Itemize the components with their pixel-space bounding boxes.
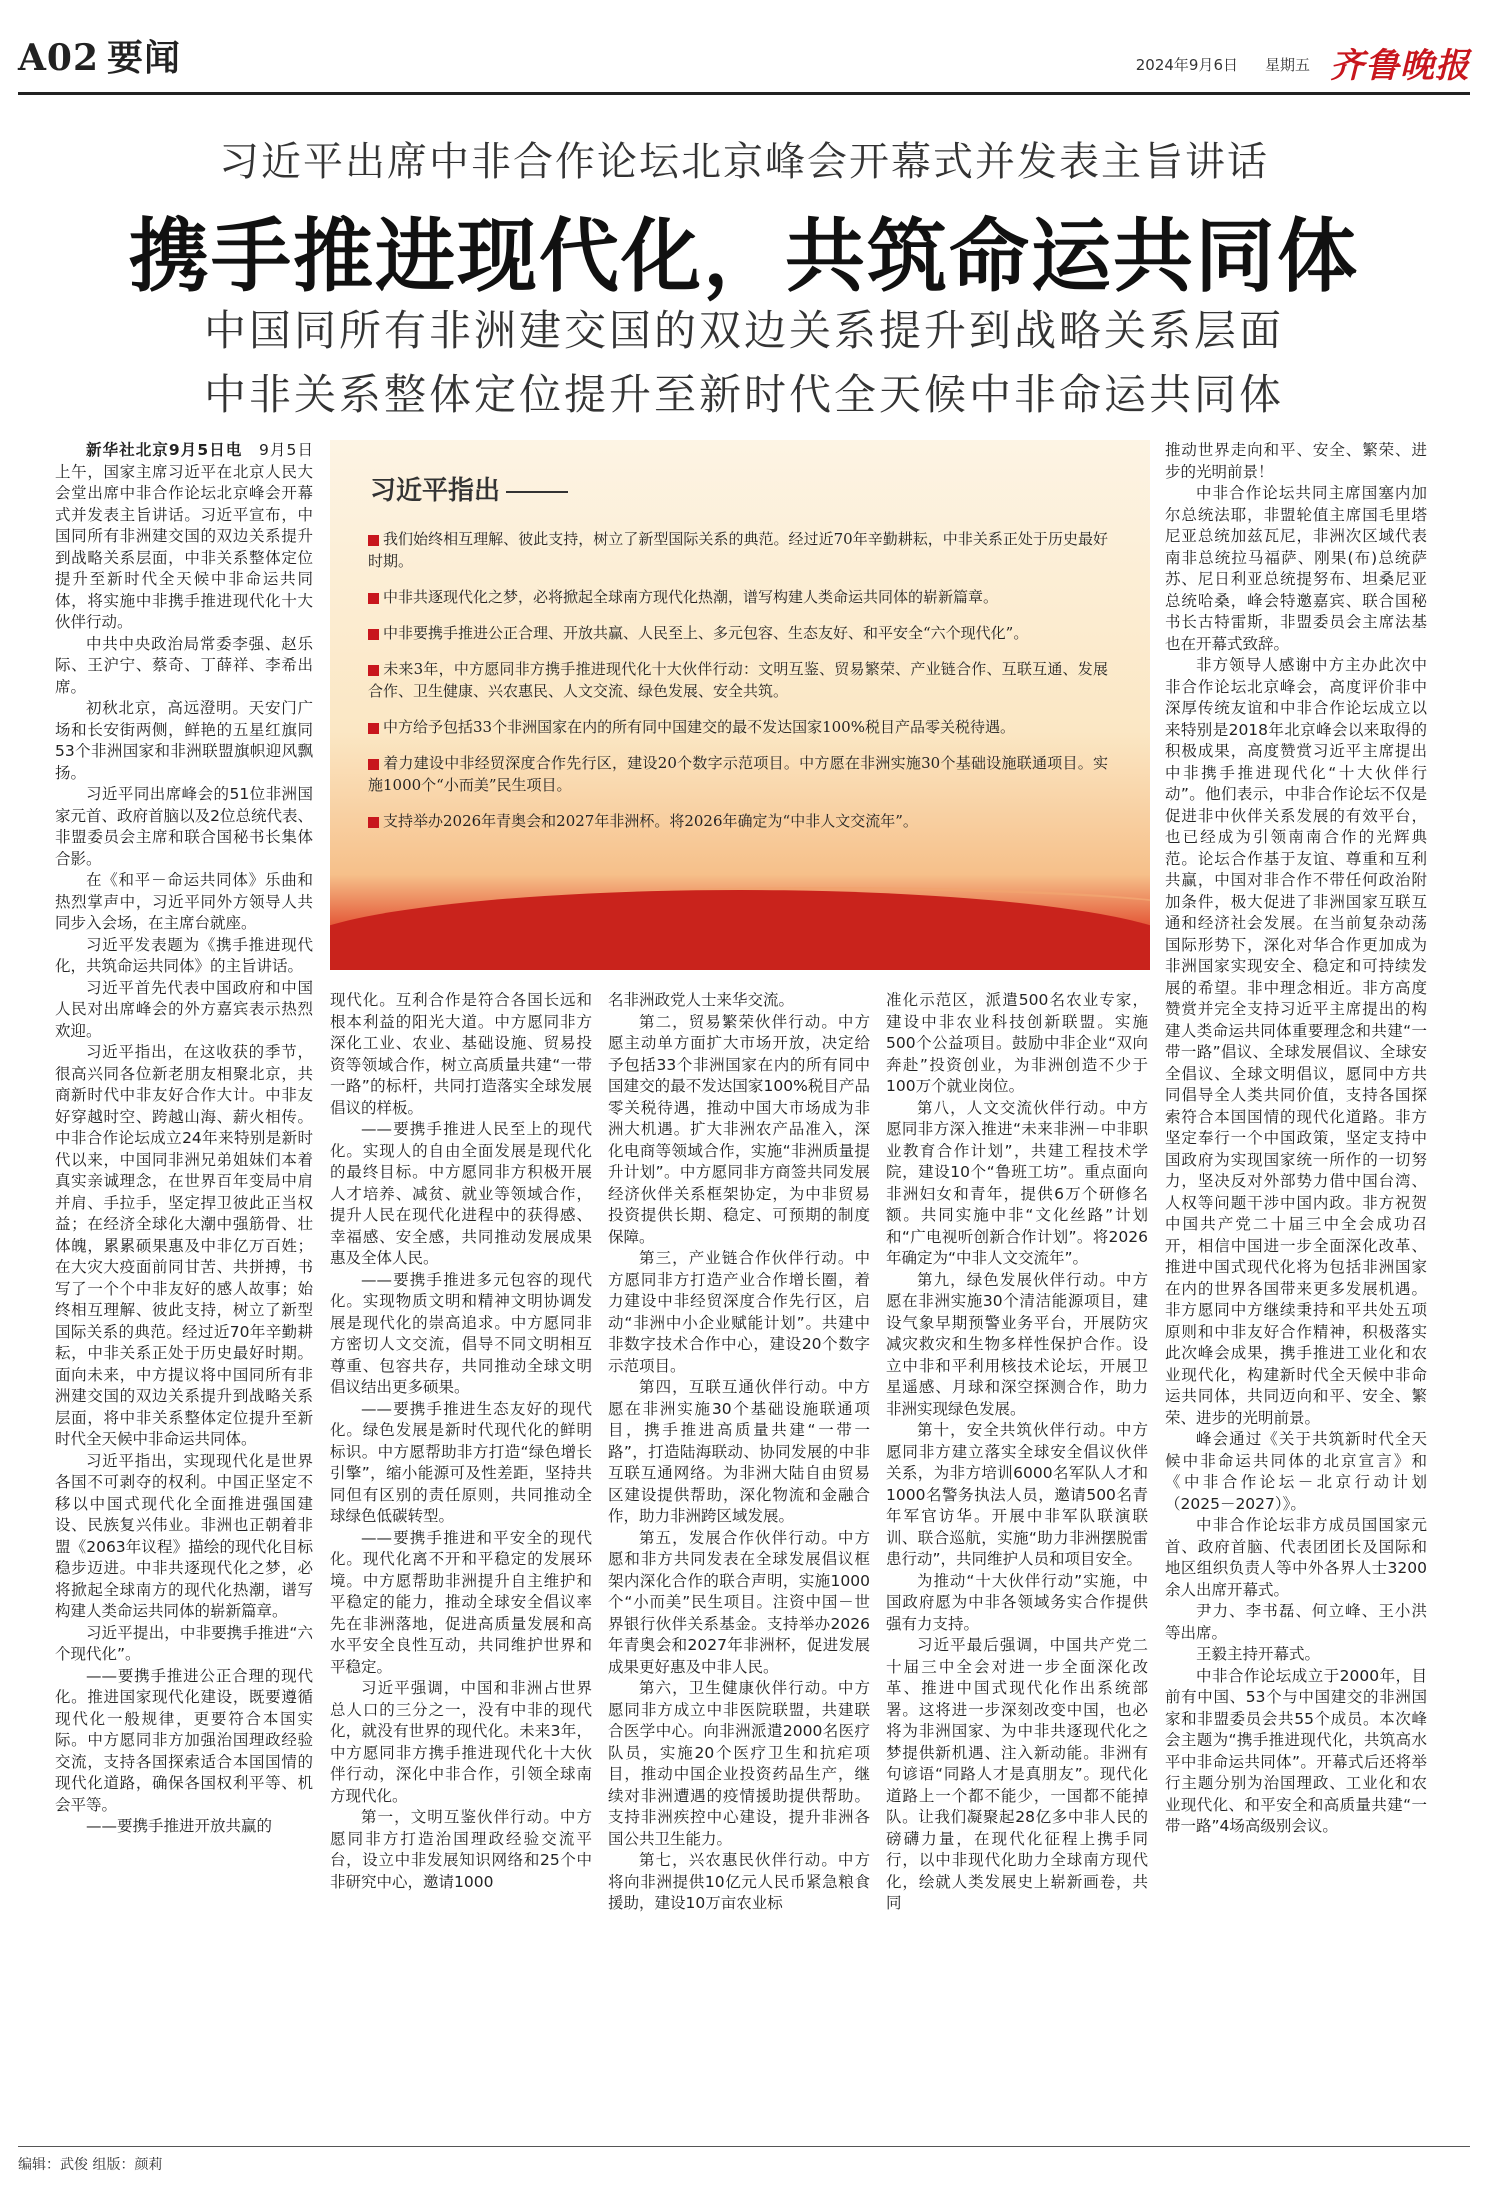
red-square-bullet-icon — [368, 759, 379, 770]
paragraph: 准化示范区，派遣500名农业专家，建设中非农业科技创新联盟。实施500个公益项目。鼓励中非企业“双向奔赴”投资创业，为非洲创造不少于100万个就业岗位。 — [886, 991, 1148, 1095]
paragraph: 第四，互联互通伙伴行动。中方愿在非洲实施30个基础设施联通项目，携手推进高质量共建“一带一路”，打造陆海联动、协同发展的中非互联互通网络。为非洲大陆自由贸易区建设提供帮助，深化物流和金融合作，助力非洲跨区域发展。 — [608, 1378, 870, 1525]
quote-item: 未来3年，中方愿同非方携手推进现代化十大伙伴行动：文明互鉴、贸易繁荣、产业链合作、互联互通、发展合作、卫生健康、兴农惠民、人文交流、绿色发展、安全共筑。 — [368, 660, 1108, 700]
page-header — [18, 24, 1470, 88]
red-square-bullet-icon — [368, 665, 379, 676]
paragraph: 习近平最后强调，中国共产党二十届三中全会对进一步全面深化改革、推进中国式现代化作出系统部署。这将进一步深刻改变中国，也必将为非洲国家、为中非共逐现代化之梦提供新机遇、注入新动能。非洲有句谚语“同路人才是真朋友”。现代化道路上一个都不能少，一国都不能掉队。让我们凝聚起28亿多中非人民的磅礴力量，在现代化征程上携手同行，以中非现代化助力全球南方现代化，绘就人类发展史上崭新画卷，共同 — [886, 1636, 1148, 1912]
paragraph: 第三，产业链合作伙伴行动。中方愿同非方打造产业合作增长圈，着力建设中非经贸深度合作先行区，启动“非洲中小企业赋能计划”。共建中非数字技术合作中心，建设20个数字示范项目。 — [608, 1249, 870, 1375]
paragraph: ——要携手推进人民至上的现代化。实现人的自由全面发展是现代化的最终目标。中方愿同非方积极开展人才培养、减贫、就业等领域合作，提升人民在现代化进程中的获得感、幸福感、安全感，共同推动发展成果惠及全体人民。 — [330, 1120, 592, 1267]
paragraph: 中共中央政治局常委李强、赵乐际、王沪宁、蔡奇、丁薛祥、李希出席。 — [55, 634, 313, 696]
quote-item: 中非共逐现代化之梦，必将掀起全球南方现代化热潮，谱写构建人类命运共同体的崭新篇章。 — [368, 586, 1108, 608]
paragraph: ——要携手推进开放共赢的 — [86, 1817, 273, 1835]
text-column-2 — [330, 990, 592, 1893]
paragraph: 推动世界走向和平、安全、繁荣、进步的光明前景！ — [1165, 441, 1427, 481]
page-number: A02 要闻 — [18, 37, 182, 79]
paragraph: 为推动“十大伙伴行动”实施，中国政府愿为中非各领域务实合作提供强有力支持。 — [886, 1571, 1148, 1633]
paragraph: 习近平指出，在这收获的季节，很高兴同各位新老朋友相聚北京，共商新时代中非友好合作大计。中非友好穿越时空、跨越山海、薪火相传。中非合作论坛成立24年来特别是新时代以来，中国同非洲兄弟姐妹们本着真实亲诚理念，在世界百年变局中肩并肩、手拉手，坚定捍卫彼此正当权益；在经济全球化大潮中强筋骨、壮体魄，累累硕果惠及中非亿万百姓；在大灾大疫面前同甘苦、共拼搏，书写了一个个中非友好的感人故事；始终相互理解、彼此支持，树立了新型国际关系的典范。经过近70年辛勤耕耘，中非关系正处于历史最好时期。面向未来，中方提议将中国同所有非洲建交国的双边关系提升到战略关系层面，将中非关系整体定位提升至新时代全天候中非命运共同体。 — [55, 1043, 313, 1448]
paragraph: 习近平强调，中国和非洲占世界总人口的三分之一，没有中非的现代化，就没有世界的现代化。未来3年，中方愿同非方携手推进现代化十大伙伴行动，深化中非合作，引领全球南方现代化。 — [330, 1679, 592, 1805]
text-column-1 — [55, 440, 313, 1838]
paragraph: 习近平首先代表中国政府和中国人民对出席峰会的外方嘉宾表示热烈欢迎。 — [55, 978, 313, 1040]
paragraph: 第十，安全共筑伙伴行动。中方愿同非方建立落实全球安全倡议伙伴关系，为非方培训6000名军队人才和1000名警务执法人员，邀请500名青年军官访华。开展中非军队联演联训、联合巡航，实施“助力非洲摆脱雷患行动”，共同维护人员和项目安全。 — [886, 1421, 1148, 1568]
red-square-bullet-icon — [368, 723, 379, 734]
lead-paragraph: 新华社北京9月5日电 9月5日上午，国家主席习近平在北京人民大会堂出席中非合作论坛北京峰会开幕式并发表主旨讲话。习近平宣布，中国同所有非洲建交国的双边关系提升到战略关系层面，中非关系整体定位提升至新时代全天候中非命运共同体，将实施中非携手推进现代化十大伙伴行动。 — [55, 441, 313, 631]
paragraph: 中非合作论坛非方成员国国家元首、政府首脑、代表团团长及国际和地区组织负责人等中外各界人士3200余人出席开幕式。 — [1165, 1516, 1427, 1599]
issue-date: 2024年9月6日 — [1135, 56, 1238, 74]
quote-item: 着力建设中非经贸深度合作先行区，建设20个数字示范项目。中方愿在非洲实施30个基础设施联通项目。实施1000个“小而美”民生项目。 — [368, 754, 1108, 794]
newspaper-logo: 齐鲁晚报 — [1330, 46, 1470, 86]
red-square-bullet-icon — [368, 629, 379, 640]
text-column-5 — [1165, 440, 1427, 1838]
paragraph: ——要携手推进和平安全的现代化。现代化离不开和平稳定的发展环境。中方愿帮助非洲提升自主维护和平稳定的能力，推动全球安全倡议率先在非洲落地，促进高质量发展和高水平安全良性互动，共同维护世界和平稳定。 — [330, 1528, 592, 1676]
paragraph: 习近平提出，中非要携手推进“六个现代化”。 — [55, 1623, 313, 1663]
paragraph: 现代化。互利合作是符合各国长远和根本利益的阳光大道。中方愿同非方深化工业、农业、基础设施、贸易投资等领域合作，树立高质量共建“一带一路”的标杆，共同打造落实全球发展倡议的样板。 — [330, 991, 592, 1117]
quote-box — [330, 440, 1150, 970]
text-column-4 — [886, 990, 1148, 1915]
paragraph: 第五，发展合作伙伴行动。中方愿和非方共同发表在全球发展倡议框架内深化合作的联合声明，实施1000个“小而美”民生项目。注资中国－世界银行伙伴关系基金。支持举办2026年青奥会和2027年非洲杯，促进发展成果更好惠及中非人民。 — [608, 1528, 870, 1676]
paragraph: 峰会通过《关于共筑新时代全天候中非命运共同体的北京宣言》和《中非合作论坛－北京行动计划（2025－2027）》。 — [1165, 1430, 1427, 1513]
paragraph: 中非合作论坛共同主席国塞内加尔总统法耶，非盟轮值主席国毛里塔尼亚总统加兹瓦尼，非洲次区域代表南非总统拉马福萨、刚果(布)总统萨苏、尼日利亚总统提努布、坦桑尼亚总统哈桑，峰会特邀嘉宾、联合国秘书长古特雷斯，非盟委员会主席法基也在开幕式致辞。 — [1165, 484, 1427, 653]
paragraph: 在《和平－命运共同体》乐曲和热烈掌声中，习近平同外方领导人共同步入会场，在主席台就座。 — [55, 871, 313, 932]
paragraph: 第二，贸易繁荣伙伴行动。中方愿主动单方面扩大市场开放，决定给予包括33个非洲国家在内的所有同中国建交的最不发达国家100%税目产品零关税待遇，推动中国大市场成为非洲大机遇。扩大非洲农产品准入，深化电商等领域合作，实施“非洲质量提升计划”。中方愿同非方商签共同发展经济伙伴关系框架协定，为中非贸易投资提供长期、稳定、可预期的制度保障。 — [608, 1012, 870, 1246]
quote-list — [368, 528, 1108, 846]
paragraph: 第六，卫生健康伙伴行动。中方愿同非方成立中非医院联盟，共建联合医学中心。向非洲派遣2000名医疗队员，实施20个医疗卫生和抗疟项目，推动中国企业投资药品生产，继续对非洲遭遇的疫情援助提供帮助。支持非洲疾控中心建设，提升非洲各国公共卫生能力。 — [608, 1679, 870, 1848]
article-subtitle-1: 中国同所有非洲建交国的双边关系提升到战略关系层面 — [203, 306, 1284, 355]
article-kicker: 习近平出席中非合作论坛北京峰会开幕式并发表主旨讲话 — [219, 139, 1269, 185]
paragraph: 名非洲政党人士来华交流。 — [608, 991, 795, 1009]
red-square-bullet-icon — [368, 535, 379, 546]
quote-box-title: 习近平指出 — [370, 470, 568, 507]
paragraph: 非方领导人感谢中方主办此次中非合作论坛北京峰会，高度评价非中深厚传统友谊和中非合作论坛成立以来特别是2018年北京峰会以来取得的积极成果，高度赞赏习近平主席提出中非携手推进现代化“十大伙伴行动”。他们表示，中非合作论坛不仅是促进非中伙伴关系发展的有效平台，也已经成为引领南南合作的光辉典范。论坛合作基于友谊、尊重和互利共赢，中国对非合作不带任何政治附加条件，极大促进了非洲国家互联互通和经济社会发展。在当前复杂动荡国际形势下，深化对华合作更加成为非洲国家实现安全、稳定和可持续发展的希望。非中理念相近。非方高度赞赏并完全支持习近平主席提出的构建人类命运共同体重要理念和共建“一带一路”倡议、全球发展倡议、全球安全倡议、全球文明倡议，愿同中方共同倡导全人类共同价值，支持各国探索符合本国国情的现代化道路。非方坚定奉行一个中国政策，坚定支持中国政府为实现国家统一所作的一切努力，坚决反对外部势力借中国台湾、人权等问题干涉中国内政。非方祝贺中国共产党二十届三中全会成功召开，相信中国进一步全面深化改革、推进中国式现代化将为包括非洲国家在内的世界各国带来更多发展机遇。非方愿同中方继续秉持和平共处五项原则和中非友好合作精神，积极落实此次峰会成果，携手推进工业化和农业现代化，构建新时代全天候中非命运共同体，共同迈向和平、安全、繁荣、进步的光明前景。 — [1165, 656, 1427, 1427]
paragraph: 王毅主持开幕式。 — [1196, 1645, 1321, 1663]
paragraph: 第九，绿色发展伙伴行动。中方愿在非洲实施30个清洁能源项目，建设气象早期预警业务平台，开展防灾减灾救灾和生物多样性保护合作。设立中非和平利用核技术论坛，开展卫星遥感、月球和深空探测合作，助力非洲实现绿色发展。 — [886, 1270, 1148, 1418]
editor-credits: 编辑：武俊 组版：颜莉 — [18, 2157, 163, 2173]
red-square-bullet-icon — [368, 593, 379, 604]
section-name: 要闻 — [107, 37, 182, 79]
quote-item: 我们始终相互理解、彼此支持，树立了新型国际关系的典范。经过近70年辛勤耕耘，中非关系正处于历史最好时期。 — [368, 530, 1108, 570]
footer-rule — [18, 2146, 1470, 2147]
header-rule — [18, 92, 1470, 95]
issue-weekday: 星期五 — [1264, 56, 1310, 74]
paragraph: 尹力、李书磊、何立峰、王小洪等出席。 — [1165, 1602, 1427, 1642]
paragraph: ——要携手推进多元包容的现代化。实现物质文明和精神文明协调发展是现代化的崇高追求。中方愿同非方密切人文交流，倡导不同文明相互尊重、包容共存，共同推动全球文明倡议结出更多硕果。 — [330, 1270, 592, 1396]
paragraph: 第一，文明互鉴伙伴行动。中方愿同非方打造治国理政经验交流平台，设立中非发展知识网络和25个中非研究中心，邀请1000 — [330, 1808, 592, 1891]
red-square-bullet-icon — [368, 817, 379, 828]
paragraph: 第七，兴农惠民伙伴行动。中方将向非洲提供10亿元人民币紧急粮食援助，建设10万亩农业标 — [608, 1851, 870, 1912]
dateline: 新华社北京9月5日电 — [86, 441, 243, 459]
paragraph: 习近平发表题为《携手推进现代化，共筑命运共同体》的主旨讲话。 — [55, 935, 313, 975]
paragraph: 习近平同出席峰会的51位非洲国家元首、政府首脑以及2位总统代表、非盟委员会主席和联合国秘书长集体合影。 — [55, 785, 313, 868]
paragraph: ——要携手推进生态友好的现代化。绿色发展是新时代现代化的鲜明标识。中方愿帮助非方打造“绿色增长引擎”，缩小能源可及性差距，坚持共同但有区别的责任原则，共同推动全球绿色低碳转型。 — [330, 1399, 592, 1525]
text-column-3 — [608, 990, 870, 1915]
quote-item: 支持举办2026年青奥会和2027年非洲杯。将2026年确定为“中非人文交流年”。 — [368, 810, 1108, 832]
paragraph: 习近平指出，实现现代化是世界各国不可剥夺的权利。中国正坚定不移以中国式现代化全面推进强国建设、民族复兴伟业。非洲也正朝着非盟《2063年议程》描绘的现代化目标稳步迈进。中非共逐现代化之梦，必将掀起全球南方的现代化热潮，谱写构建人类命运共同体的崭新篇章。 — [55, 1451, 313, 1620]
paragraph: 第八，人文交流伙伴行动。中方愿同非方深入推进“未来非洲－中非职业教育合作计划”，共建工程技术学院，建设10个“鲁班工坊”。重点面向非洲妇女和青年，提供6万个研修名额。共同实施中非“文化丝路”计划和“广电视听创新合作计划”。将2026年确定为“中非人文交流年”。 — [886, 1098, 1148, 1267]
paragraph: ——要携手推进公正合理的现代化。推进国家现代化建设，既要遵循现代化一般规律，更要符合本国实际。中方愿同非方加强治国理政经验交流，支持各国探索适合本国国情的现代化道路，确保各国权利平等、机会平等。 — [55, 1666, 313, 1814]
article-subtitle-2: 中非关系整体定位提升至新时代全天候中非命运共同体 — [203, 370, 1284, 419]
paragraph: 初秋北京，高远澄明。天安门广场和长安街两侧，鲜艳的五星红旗同53个非洲国家和非洲联盟旗帜迎风飘扬。 — [55, 699, 313, 782]
article-headline: 携手推进现代化，共筑命运共同体 — [129, 209, 1359, 303]
quote-item: 中非要携手推进公正合理、开放共赢、人民至上、多元包容、生态友好、和平安全“六个现代化”。 — [368, 622, 1108, 644]
paragraph: 中非合作论坛成立于2000年，目前有中国、53个与中国建交的非洲国家和非盟委员会共55个成员。本次峰会主题为“携手推进现代化，共筑高水平中非命运共同体”。开幕式后还将举行主题分别为治国理政、工业化和农业现代化、和平安全和高质量共建“一带一路”4场高级别会议。 — [1165, 1666, 1427, 1835]
quote-item: 中方给予包括33个非洲国家在内的所有同中国建交的最不发达国家100%税目产品零关税待遇。 — [368, 716, 1108, 738]
